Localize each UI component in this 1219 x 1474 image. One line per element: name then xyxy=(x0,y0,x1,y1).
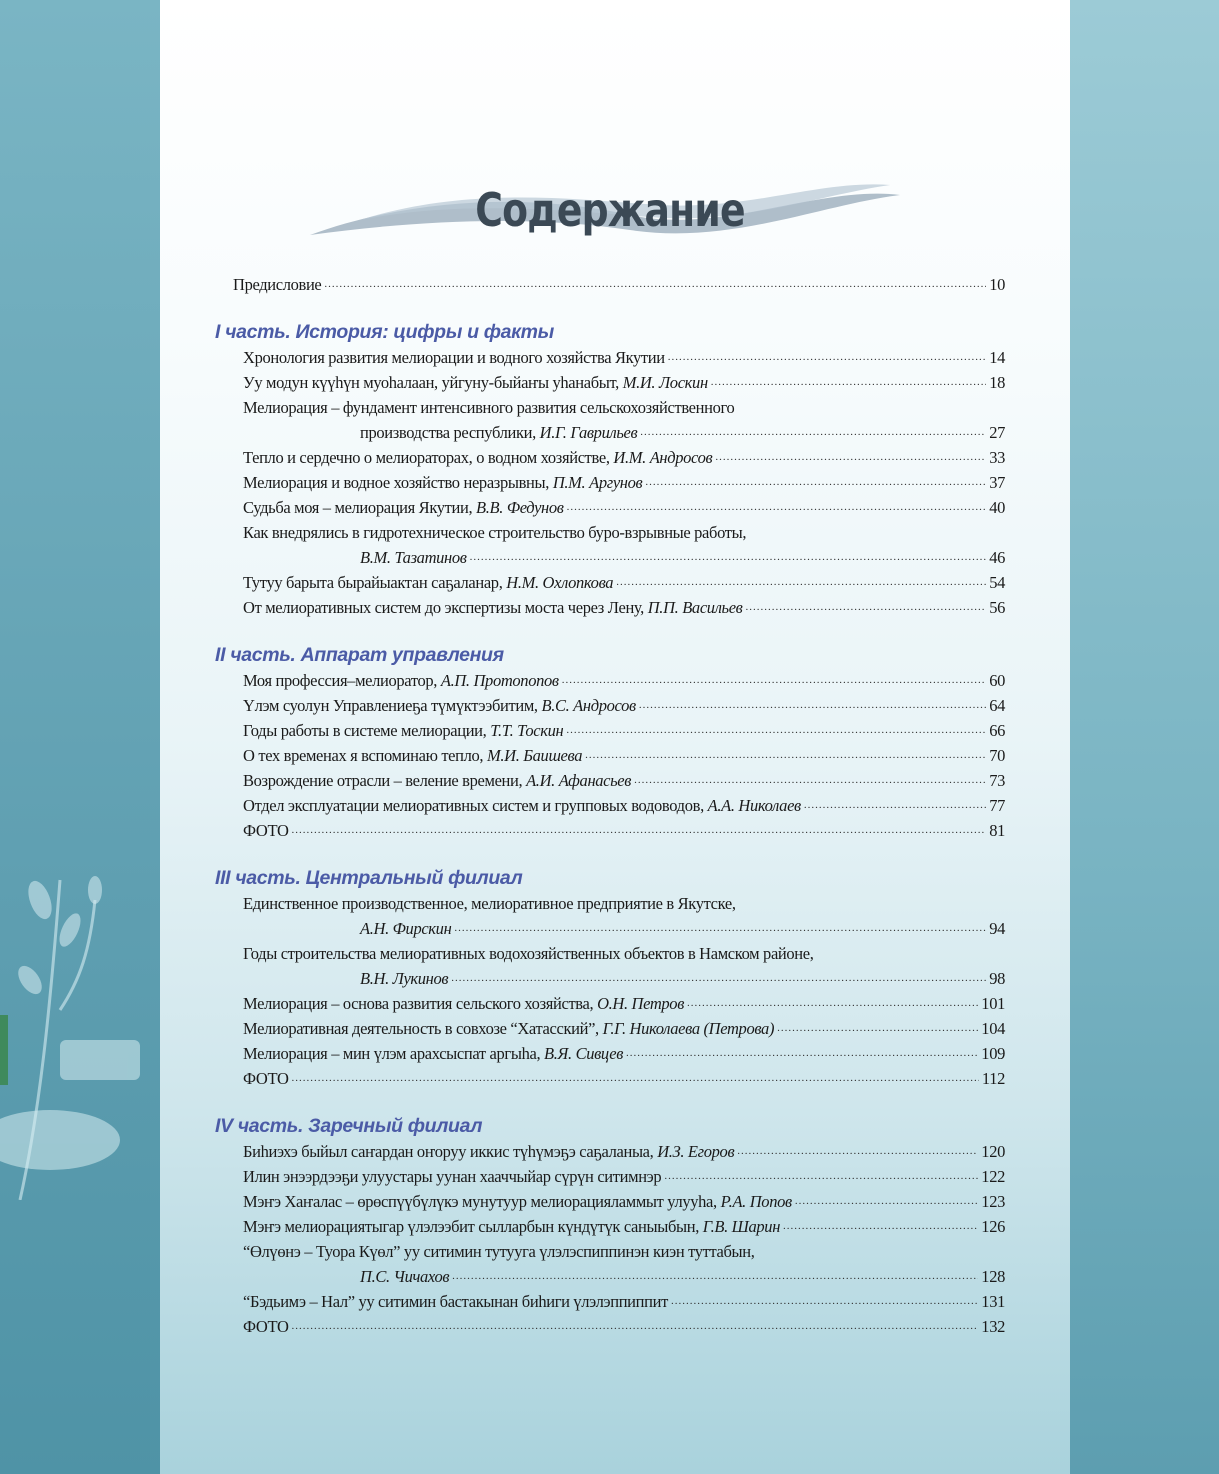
page-number: 10 xyxy=(989,275,1005,294)
entry-title-wrap xyxy=(243,818,289,843)
entry-title-continuation xyxy=(360,916,451,941)
entry-title: Единственное производственное, мелиоративное предприятие в Якутске, xyxy=(243,894,736,913)
entry-author: Т.Т. Тоскин xyxy=(490,721,564,740)
entry-title: Илин энээрдээҕи улуустары уунан хааччыйар сүрүн ситимнэр xyxy=(243,1167,662,1186)
toc-entry[interactable] xyxy=(215,1189,1005,1214)
entry-author: В.М. Тазатинов xyxy=(360,548,467,567)
toc-entry[interactable] xyxy=(215,345,1005,370)
entry-title: Биһиэхэ быйыл саҥардан оҥоруу иккис түһүмэҕэ саҕаланыа, xyxy=(243,1142,654,1161)
entry-title: Предисловие xyxy=(233,275,322,294)
entry-author: И.М. Андросов xyxy=(613,448,713,467)
toc-entry-preface[interactable] xyxy=(215,272,1005,297)
entry-title-wrap xyxy=(243,370,708,395)
page-number: 104 xyxy=(981,1019,1005,1038)
entry-title-wrap xyxy=(243,445,712,470)
toc-entry[interactable] xyxy=(215,570,1005,595)
dot-leader xyxy=(324,272,986,297)
entry-author: В.С. Андросов xyxy=(541,696,636,715)
toc-entry-line1[interactable] xyxy=(215,891,1005,916)
entry-author: В.Н. Лукинов xyxy=(360,969,449,988)
entry-title: От мелиоративных систем до экспертизы моста через Лену, xyxy=(243,598,644,617)
page-number: 81 xyxy=(989,821,1005,840)
page-number: 64 xyxy=(989,696,1005,715)
toc-entry[interactable] xyxy=(215,793,1005,818)
dot-leader xyxy=(451,966,986,991)
dot-leader xyxy=(639,693,986,718)
dot-leader xyxy=(711,370,986,395)
toc-entry[interactable] xyxy=(215,495,1005,520)
page-number: 123 xyxy=(981,1192,1005,1211)
dot-leader xyxy=(292,818,987,843)
entry-author: Р.А. Попов xyxy=(720,1192,792,1211)
entry-title: ФОТО xyxy=(243,1069,289,1088)
page-number: 128 xyxy=(981,1267,1005,1286)
entry-title: Үлэм суолун Управлениеҕа түмүктээбитим, xyxy=(243,696,538,715)
toc-entry[interactable] xyxy=(215,718,1005,743)
title-banner xyxy=(300,175,920,255)
entry-title-wrap xyxy=(243,793,801,818)
entry-title: Как внедрялись в гидротехническое строительство буро-взрывные работы, xyxy=(243,523,747,542)
section-heading: I часть. История: цифры и факты xyxy=(215,321,554,343)
toc-entry[interactable] xyxy=(215,445,1005,470)
entry-author: А.Н. Фирскин xyxy=(360,919,452,938)
toc-entry-line2[interactable] xyxy=(215,545,1005,570)
entry-author: М.И. Баишева xyxy=(486,746,583,765)
toc-entry[interactable] xyxy=(215,1289,1005,1314)
page-number: 70 xyxy=(989,746,1005,765)
entry-title-wrap xyxy=(243,1016,774,1041)
table-of-contents xyxy=(215,272,1005,1339)
entry-author: И.Г. Гаврильев xyxy=(539,423,638,442)
entry-title-continuation xyxy=(360,1264,449,1289)
dot-leader xyxy=(640,420,986,445)
page-number: 112 xyxy=(981,1069,1005,1088)
entry-title-wrap xyxy=(243,768,631,793)
dot-leader xyxy=(452,1264,978,1289)
toc-entry[interactable] xyxy=(215,1139,1005,1164)
entry-author: П.М. Аргунов xyxy=(552,473,643,492)
entry-title: “Бэдьимэ – Нал” уу ситимин бастакынан биһиги үлэлэппиппит xyxy=(243,1292,668,1311)
entry-title-wrap xyxy=(243,570,613,595)
page-number: 122 xyxy=(981,1167,1005,1186)
entry-title-wrap xyxy=(243,743,582,768)
entry-title: ФОТО xyxy=(243,1317,289,1336)
page-number: 73 xyxy=(989,771,1005,790)
dot-leader xyxy=(777,1016,978,1041)
entry-author: А.А. Николаев xyxy=(707,796,801,815)
entry-title-wrap xyxy=(243,991,684,1016)
toc-entry-line2[interactable] xyxy=(215,966,1005,991)
dot-leader xyxy=(634,768,986,793)
toc-entry-line1[interactable] xyxy=(215,941,1005,966)
toc-entry[interactable] xyxy=(215,668,1005,693)
toc-entry-line1[interactable] xyxy=(215,395,1005,420)
entry-title-continuation xyxy=(360,420,637,445)
page-number: 131 xyxy=(981,1292,1005,1311)
entry-title-wrap xyxy=(243,345,665,370)
dot-leader xyxy=(687,991,978,1016)
entry-title: Мелиорация – фундамент интенсивного развития сельскохозяйственного xyxy=(243,398,735,417)
page-number: 60 xyxy=(989,671,1005,690)
entry-author: И.З. Егоров xyxy=(657,1142,735,1161)
entry-title-wrap xyxy=(243,693,636,718)
entry-author: П.П. Васильев xyxy=(647,598,743,617)
page-number: 33 xyxy=(989,448,1005,467)
entry-title: “Өлүөнэ – Туора Күөл” уу ситимин тутууга үлэлэспиппинэн киэн туттабын, xyxy=(243,1242,755,1261)
entry-title: Уу модун күүһүн муоһалаан, уйгуну-быйаҥы уһанабыт, xyxy=(243,373,619,392)
entry-title-wrap xyxy=(243,1139,734,1164)
dot-leader xyxy=(470,545,987,570)
dot-leader xyxy=(668,345,986,370)
toc-entry-line1[interactable] xyxy=(215,1239,1005,1264)
entry-author: П.С. Чичахов xyxy=(360,1267,450,1286)
entry-title-wrap xyxy=(243,1214,780,1239)
dot-leader xyxy=(626,1041,978,1066)
toc-entry[interactable] xyxy=(215,595,1005,620)
page-number: 66 xyxy=(989,721,1005,740)
entry-title-wrap xyxy=(243,1289,668,1314)
entry-title: Годы работы в системе мелиорации, xyxy=(243,721,487,740)
dot-leader xyxy=(783,1214,978,1239)
entry-title: Тутуу барыта бырайыактан саҕаланар, xyxy=(243,573,503,592)
dot-leader xyxy=(671,1289,978,1314)
dot-leader xyxy=(715,445,986,470)
entry-title-wrap xyxy=(243,718,563,743)
dot-leader xyxy=(566,718,986,743)
toc-entry-line2[interactable] xyxy=(215,916,1005,941)
entry-title: Мелиорация – мин үлэм арахсыспат аргыһа, xyxy=(243,1044,541,1063)
page-number: 94 xyxy=(989,919,1005,938)
page-number: 46 xyxy=(989,548,1005,567)
entry-title: Годы строительства мелиоративных водохозяйственных объектов в Намском районе, xyxy=(243,944,814,963)
dot-leader xyxy=(664,1164,978,1189)
entry-title-wrap xyxy=(243,1041,623,1066)
page-number: 126 xyxy=(981,1217,1005,1236)
page-number: 132 xyxy=(981,1317,1005,1336)
entry-title: Мэҥэ Хаҥалас – өрөспүүбүлүкэ мунутуур мелиорацияламмыт улууһа, xyxy=(243,1192,717,1211)
entry-author: Н.М. Охлопкова xyxy=(506,573,614,592)
entry-title: Мэҥэ мелиорациятыгар үлэлээбит сылларбын күндүтүк саныыбын, xyxy=(243,1217,699,1236)
entry-title-wrap xyxy=(243,470,642,495)
entry-author: В.В. Федунов xyxy=(476,498,564,517)
plant-silhouette-decoration xyxy=(0,860,160,1200)
dot-leader xyxy=(454,916,986,941)
entry-title: ФОТО xyxy=(243,821,289,840)
entry-author: Г.В. Шарин xyxy=(702,1217,781,1236)
entry-title-wrap xyxy=(243,1314,289,1339)
page-number: 14 xyxy=(989,348,1005,367)
toc-entry[interactable] xyxy=(215,991,1005,1016)
toc-entry[interactable] xyxy=(215,1164,1005,1189)
entry-title: Моя профессия–мелиоратор, xyxy=(243,671,438,690)
entry-title-wrap xyxy=(243,1066,289,1091)
entry-title-wrap xyxy=(243,668,559,693)
section-heading: IV часть. Заречный филиал xyxy=(215,1115,483,1137)
page-number: 54 xyxy=(989,573,1005,592)
entry-title: Хронология развития мелиорации и водного хозяйства Якутии xyxy=(243,348,665,367)
entry-title-wrap xyxy=(243,1164,661,1189)
dot-leader xyxy=(745,595,986,620)
toc-entry[interactable] xyxy=(215,1041,1005,1066)
page-number: 98 xyxy=(989,969,1005,988)
page-number: 40 xyxy=(989,498,1005,517)
entry-author: О.Н. Петров xyxy=(597,994,685,1013)
dot-leader xyxy=(804,793,986,818)
section-heading: II часть. Аппарат управления xyxy=(215,644,504,666)
dot-leader xyxy=(292,1066,979,1091)
toc-entry[interactable] xyxy=(215,1214,1005,1239)
entry-title-continuation xyxy=(360,545,467,570)
page-number: 109 xyxy=(981,1044,1005,1063)
dot-leader xyxy=(795,1189,978,1214)
dot-leader xyxy=(616,570,986,595)
entry-title-wrap xyxy=(243,595,742,620)
entry-title: Судьба моя – мелиорация Якутии, xyxy=(243,498,473,517)
entry-title: Мелиоративная деятельность в совхозе “Хатасский”, xyxy=(243,1019,599,1038)
entry-title: Мелиорация – основа развития сельского хозяйства, xyxy=(243,994,594,1013)
right-decorative-panel xyxy=(1069,0,1219,1474)
section-heading: III часть. Центральный филиал xyxy=(215,867,523,889)
toc-entry[interactable] xyxy=(215,1066,1005,1091)
entry-author: В.Я. Сивцев xyxy=(544,1044,624,1063)
toc-entry[interactable] xyxy=(215,768,1005,793)
page-number: 37 xyxy=(989,473,1005,492)
dot-leader xyxy=(292,1314,979,1339)
toc-entry-line1[interactable] xyxy=(215,520,1005,545)
entry-title: Мелиорация и водное хозяйство неразрывны, xyxy=(243,473,550,492)
toc-entry[interactable] xyxy=(215,1016,1005,1041)
dot-leader xyxy=(737,1139,978,1164)
entry-author: Г.Г. Николаева (Петрова) xyxy=(602,1019,775,1038)
toc-entry[interactable] xyxy=(215,370,1005,395)
toc-entry[interactable] xyxy=(215,1314,1005,1339)
dot-leader xyxy=(562,668,986,693)
toc-entry[interactable] xyxy=(215,743,1005,768)
entry-title-part2: производства республики, xyxy=(360,423,536,442)
page-title: Содержание xyxy=(475,183,745,237)
entry-author: А.П. Протопопов xyxy=(440,671,559,690)
entry-title: Возрождение отрасли – веление времени, xyxy=(243,771,523,790)
page-number: 27 xyxy=(989,423,1005,442)
entry-title-continuation xyxy=(360,966,448,991)
entry-title: Отдел эксплуатации мелиоративных систем и групповых водоводов, xyxy=(243,796,704,815)
entry-title: О тех временах я вспоминаю тепло, xyxy=(243,746,484,765)
toc-entry[interactable] xyxy=(215,818,1005,843)
toc-entry-line2[interactable] xyxy=(215,1264,1005,1289)
entry-author: М.И. Лоскин xyxy=(622,373,708,392)
dot-leader xyxy=(645,470,986,495)
page-number: 77 xyxy=(989,796,1005,815)
dot-leader xyxy=(585,743,986,768)
toc-entry[interactable] xyxy=(215,693,1005,718)
toc-entry-line2[interactable] xyxy=(215,420,1005,445)
toc-entry[interactable] xyxy=(215,470,1005,495)
entry-title-wrap xyxy=(243,495,564,520)
page-number: 120 xyxy=(981,1142,1005,1161)
entry-title: Тепло и сердечно о мелиораторах, о водном хозяйстве, xyxy=(243,448,610,467)
page-number: 101 xyxy=(981,994,1005,1013)
page-number: 18 xyxy=(989,373,1005,392)
left-decorative-panel xyxy=(0,0,160,1474)
entry-author: А.И. Афанасьев xyxy=(526,771,632,790)
entry-title-wrap xyxy=(243,1189,792,1214)
page-number: 56 xyxy=(989,598,1005,617)
dot-leader xyxy=(567,495,987,520)
